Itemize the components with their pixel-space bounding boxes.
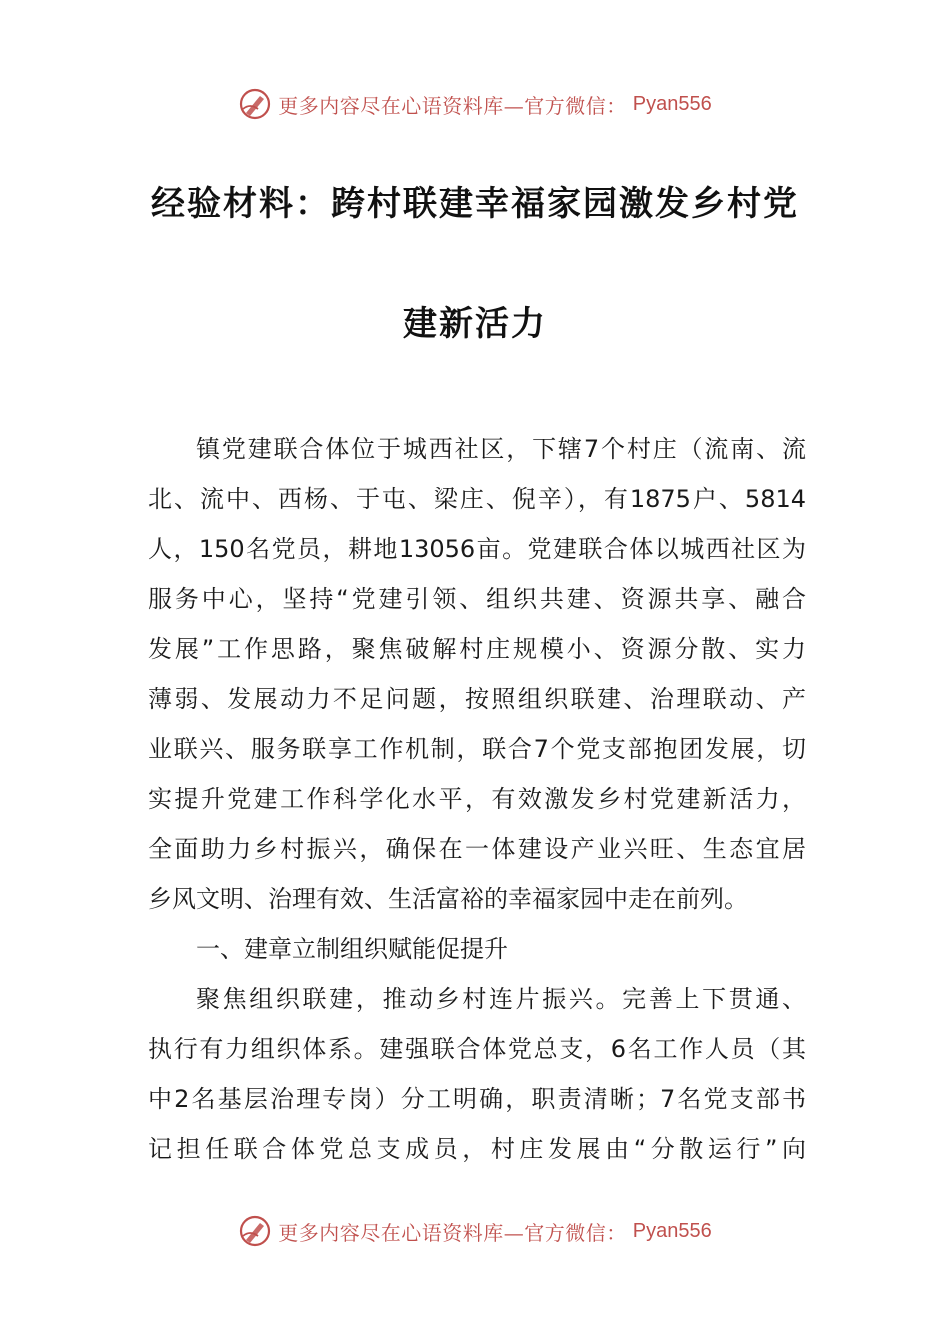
body-line-13: 执行有力组织体系。建强联合体党总支，6名工作人员（其 bbox=[148, 1035, 806, 1063]
document-title-line-2: 建新活力 bbox=[403, 304, 547, 344]
watermark-text: 更多内容尽在心语资料库—官方微信： bbox=[278, 1220, 627, 1245]
body-line-7: 业联兴、服务联享工作机制，联合7个党支部抱团发展，切 bbox=[148, 735, 806, 763]
pen-logo-icon bbox=[238, 1214, 272, 1248]
header-watermark bbox=[0, 84, 950, 124]
watermark-wechat-id: Pyan556 bbox=[632, 1219, 712, 1242]
body-line-12: 聚焦组织联建，推动乡村连片振兴。完善上下贯通、 bbox=[196, 985, 806, 1013]
body-line-14: 中2名基层治理专岗）分工明确，职责清晰；7名党支部书 bbox=[148, 1085, 806, 1113]
body-line-5: 发展”工作思路，聚焦破解村庄规模小、资源分散、实力 bbox=[148, 635, 806, 663]
body-line-9: 全面助力乡村振兴，确保在一体建设产业兴旺、生态宜居 bbox=[148, 835, 806, 863]
body-line-8: 实提升党建工作科学化水平，有效激发乡村党建新活力， bbox=[148, 785, 806, 813]
body-line-4: 服务中心，坚持“党建引领、组织共建、资源共享、融合 bbox=[148, 585, 806, 613]
watermark-text: 更多内容尽在心语资料库—官方微信： bbox=[278, 93, 627, 118]
body-line-3: 人，150名党员，耕地13056亩。党建联合体以城西社区为 bbox=[148, 535, 806, 563]
body-line-1: 镇党建联合体位于城西社区，下辖7个村庄（流南、流 bbox=[196, 435, 806, 463]
watermark-wechat-id: Pyan556 bbox=[632, 92, 712, 115]
body-line-15: 记担任联合体党总支成员，村庄发展由“分散运行”向 bbox=[148, 1135, 806, 1163]
body-line-10: 乡风文明、治理有效、生活富裕的幸福家园中走在前列。 bbox=[148, 885, 748, 913]
section-heading-1: 一、建章立制组织赋能促提升 bbox=[196, 935, 508, 963]
pen-logo-icon bbox=[238, 87, 272, 121]
footer-watermark bbox=[0, 1211, 950, 1251]
body-line-6: 薄弱、发展动力不足问题，按照组织联建、治理联动、产 bbox=[148, 685, 806, 713]
body-line-2: 北、流中、西杨、于屯、梁庄、倪辛），有1875户、5814 bbox=[148, 485, 806, 513]
document-title-line-1: 经验材料：跨村联建幸福家园激发乡村党 bbox=[151, 184, 799, 224]
